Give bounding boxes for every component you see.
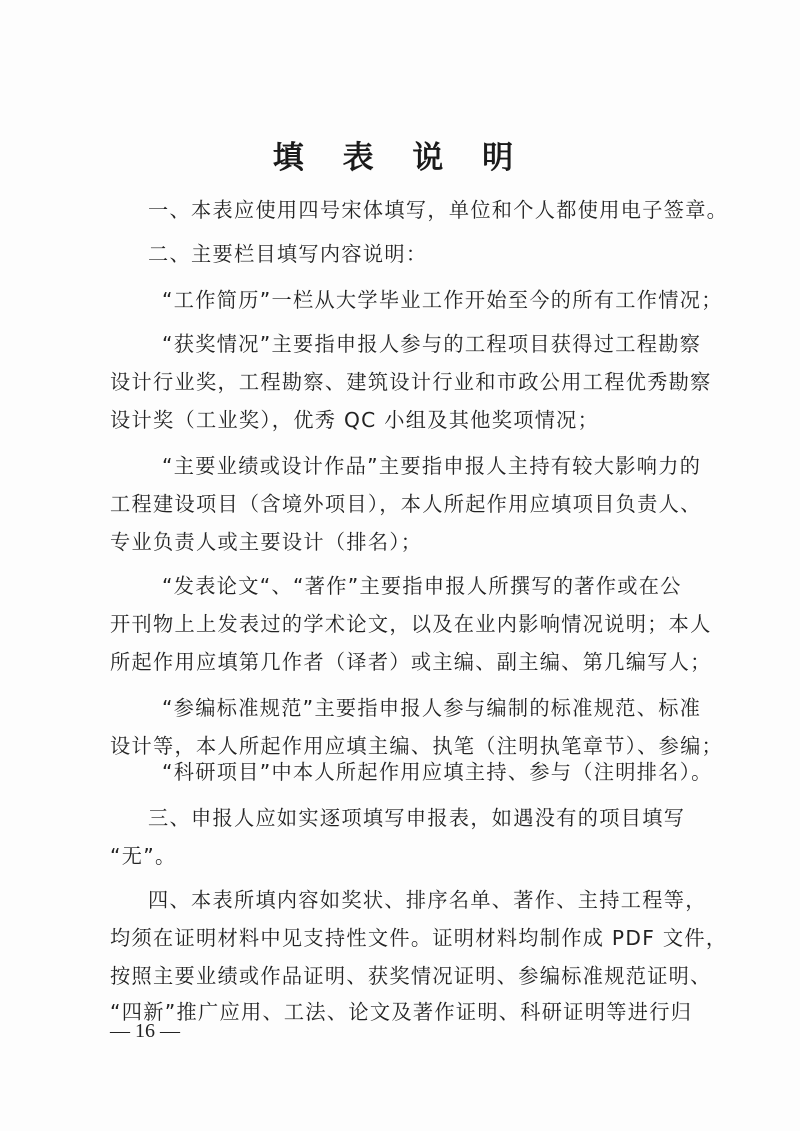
paragraph-line-11: 开刊物上上发表过的学术论文，以及在业内影响情况说明；本人: [110, 612, 712, 636]
paragraph-line-20: 按照主要业绩或作品证明、获奖情况证明、参编标准规范证明、: [110, 964, 712, 988]
page-title: 填 表 说 明: [272, 140, 528, 176]
paragraph-line-15: “科研项目”中本人所起作用应填主持、参与（注明排名）。: [162, 760, 713, 784]
paragraph-line-2: 二、主要栏目填写内容说明：: [148, 242, 428, 266]
page-number: — 16 —: [110, 1020, 180, 1042]
paragraph-line-9: 专业负责人或主要设计（排名）；: [110, 530, 423, 554]
paragraph-line-12: 所起作用应填第几作者（译者）或主编、副主编、第几编写人；: [110, 650, 712, 674]
paragraph-line-16: 三、申报人应如实逐项填写申报表，如遇没有的项目填写: [148, 806, 686, 830]
paragraph-line-8: 工程建设项目（含境外项目），本人所起作用应填项目负责人、: [110, 492, 702, 516]
paragraph-line-3: “工作简历”一栏从大学毕业工作开始至今的所有工作情况；: [162, 288, 723, 312]
paragraph-line-18: 四、本表所填内容如奖状、排序名单、著作、主持工程等，: [148, 888, 707, 912]
paragraph-line-13: “参编标准规范”主要指申报人参与编制的标准规范、标准: [162, 696, 702, 720]
paragraph-line-1: 一、本表应使用四号宋体填写，单位和个人都使用电子签章。: [148, 198, 729, 222]
paragraph-line-17: “无”。: [110, 844, 177, 868]
paragraph-line-21: “四新”推广应用、工法、论文及著作证明、科研证明等进行归: [110, 1000, 693, 1024]
paragraph-line-14: 设计等，本人所起作用应填主编、执笔（注明执笔章节）、参编；: [110, 734, 724, 758]
paragraph-line-7: “主要业绩或设计作品”主要指申报人主持有较大影响力的: [162, 454, 702, 478]
paragraph-line-4: “获奖情况”主要指申报人参与的工程项目获得过工程勘察: [162, 332, 702, 356]
paragraph-line-19: 均须在证明材料中见支持性文件。证明材料均制作成 PDF 文件，: [110, 926, 728, 950]
paragraph-line-5: 设计行业奖，工程勘察、建筑设计行业和市政公用工程优秀勘察: [110, 370, 712, 394]
paragraph-line-10: “发表论文“、“著作”主要指申报人所撰写的著作或在公: [162, 574, 682, 598]
paragraph-line-6: 设计奖（工业奖），优秀 QC 小组及其他奖项情况；: [110, 408, 600, 432]
